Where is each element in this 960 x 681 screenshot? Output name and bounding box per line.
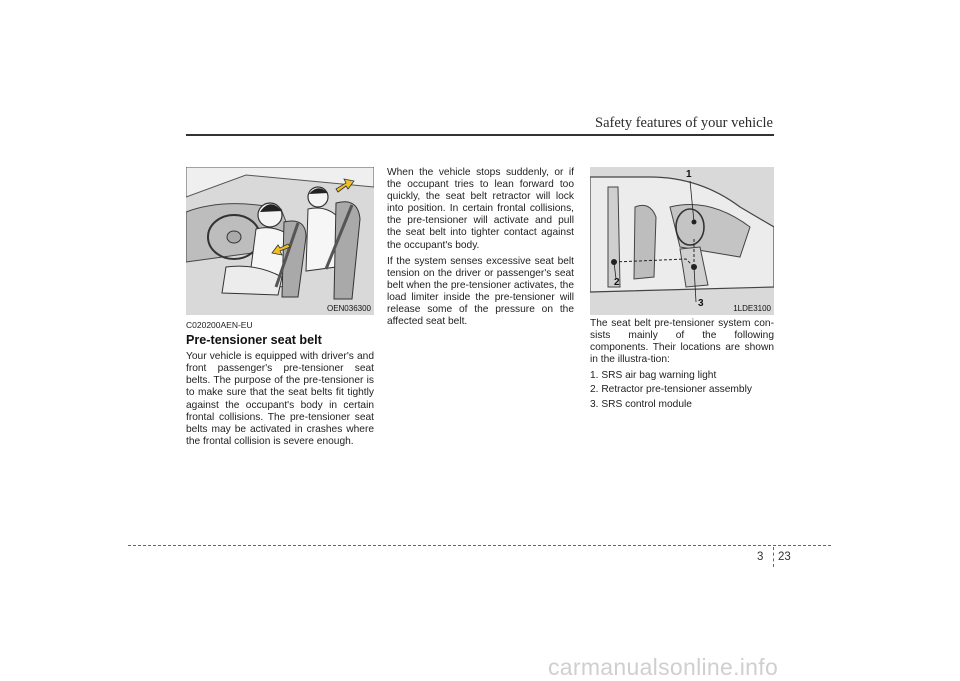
vehicle-interior-illustration xyxy=(590,167,774,315)
list-item: 2. Retractor pre-tensioner assembly xyxy=(590,384,752,396)
left-column xyxy=(186,319,374,452)
middle-column xyxy=(387,167,574,332)
footer-divider xyxy=(773,547,774,567)
seat-belt-illustration xyxy=(186,167,374,315)
figure-pretensioner-illustration xyxy=(186,167,374,315)
callout-3: 3 xyxy=(698,298,704,309)
paragraph: When the vehicle stops suddenly, or if the occupant tries to lean forward too quickly, the seat belt retractor will lock into position. In certain frontal collisions, the pre-tensioner will activate and pull the seat belt into tighter contact against the occupant's body. xyxy=(387,167,574,251)
section-title: Safety features of your vehicle xyxy=(595,115,773,131)
figure-code: OEN036300 xyxy=(326,304,371,313)
section-code: C020200AEN-EU xyxy=(186,320,253,330)
chapter-number: 3 xyxy=(757,551,764,563)
paragraph: If the system senses excessive seat belt tension on the driver or passenger's seat belt when the pre-tensioner activates, the load limiter inside the pre-tensioner will release some of the pressure on the affected seat belt. xyxy=(387,255,574,328)
list-item: 3. SRS control module xyxy=(590,398,692,410)
callout-1: 1 xyxy=(686,169,692,180)
figure-component-locations xyxy=(590,167,774,315)
figure-code: 1LDE3100 xyxy=(733,304,771,313)
paragraph: Your vehicle is equipped with driver's and front passenger's pre-tensioner seat belts. The purpose of the pre-tensioner is to make sure that the seat belts fit tightly against the occupant's body in certain frontal collisions. The pre-tensioner seat belts may be activated in crashes where the frontal collision is severe enough. xyxy=(186,351,374,447)
list-item: 1. SRS air bag warning light xyxy=(590,370,717,382)
page-number: 23 xyxy=(778,551,791,563)
watermark: carmanualsonline.info xyxy=(548,654,779,680)
callout-2: 2 xyxy=(614,277,620,288)
footer-rule xyxy=(128,545,831,546)
right-column xyxy=(590,318,774,413)
component-list xyxy=(590,370,774,410)
header-rule xyxy=(186,134,774,136)
paragraph: The seat belt pre-tensioner system con-sists mainly of the following components. Their locations are shown in the illustra-tion: xyxy=(590,318,774,366)
section-heading: Pre-tensioner seat belt xyxy=(186,333,322,348)
